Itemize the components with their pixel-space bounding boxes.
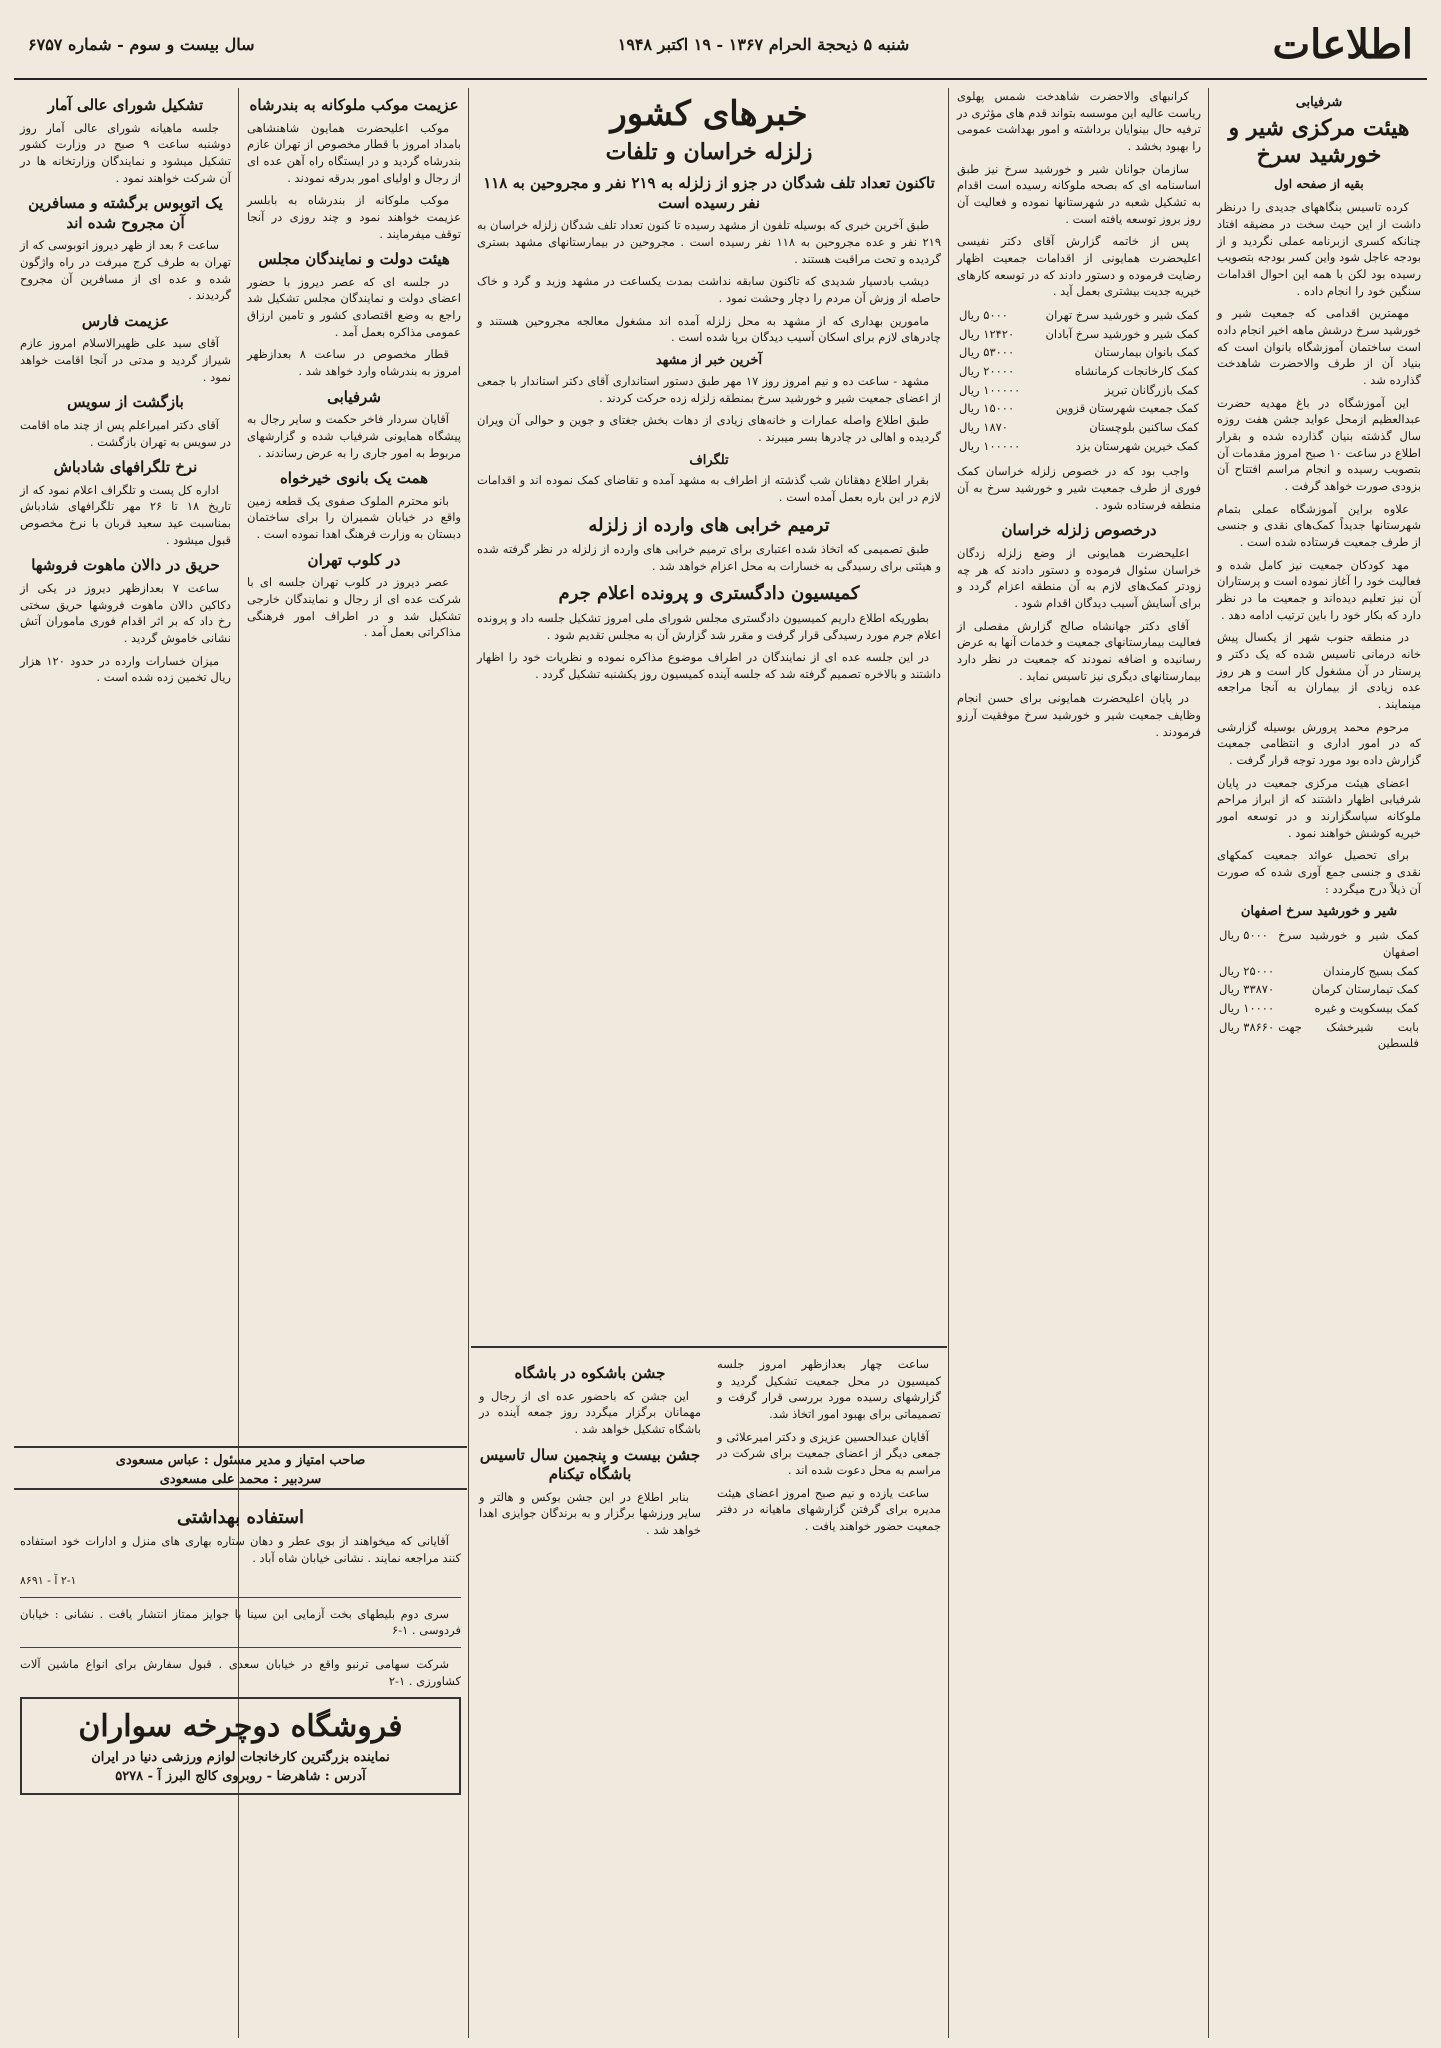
paragraph: مهمترین اقدامی که جمعیت شیر و خورشید سرخ درشش ماهه اخیر انجام داده است ساختمان آموزشگاه بانوان است که بنیاد آن از طرف والاحضرت شاهدخت گذارده شد .: [1217, 306, 1421, 387]
paragraph: اعلیحضرت همایونی از وضع زلزله زدگان خراسان سئوال فرموده و دستور دادند که هر چه زودتر کمک‌های لازم به آن منطقه اعزام گردد و برای آسایش آسیب دیدگان اقدام شود .: [957, 545, 1201, 610]
list-item: کمک خیرین شهرستان یزد ۱۰۰۰۰۰ ریال: [959, 438, 1199, 453]
divider: [471, 1346, 947, 1348]
issue-line: سال بیست و سوم - شماره ۶۷۵۷: [28, 34, 255, 54]
list-item: کمک بیسکویت و غیره ۱۰۰۰۰ ریال: [1219, 1000, 1419, 1015]
publisher-line: صاحب امتیاز و مدیر مسئول : عباس مسعودی: [115, 1453, 366, 1468]
paragraph: بقرار اطلاع دهقانان شب گذشته از اطراف به مشهد آمده و تقاضای کمک نموده اند و اقدامات لازم در این باره بعمل آمده است .: [477, 473, 941, 505]
ad-text: سری دوم بلیطهای بخت آزمایی ابن سینا با جوایز ممتاز انتشار یافت . نشانی : خیابان فردوسی . ۱-۶: [20, 1606, 461, 1638]
paragraph: واجب بود که در خصوص زلزله خراسان کمک فوری از طرف جمعیت شیر و خورشید سرخ به آن منطقه فرستاده شود .: [957, 464, 1201, 512]
column-3: [471, 88, 947, 1348]
list-heading: شیر و خورشید سرخ اصفهان: [1240, 904, 1398, 920]
column-2: [951, 88, 1207, 2038]
paragraph: طبق اطلاع واصله عمارات و خانه‌های زیادی از دهات بخش جغتای و جوین و حوالی آن ویران گردیده و اهالی در چادرها بسر میبرند .: [477, 413, 941, 444]
list-item: کمک تیمارستان کرمان ۳۳۸۷۰ ریال: [1219, 982, 1419, 997]
paragraph: طبق تصمیمی که اتخاذ شده اعتباری برای ترمیم خرابی های وارده از زلزله در نظر گرفته شده و هیئتی برای رسیدگی به خسارات به محل اعزام خواهد شد .: [477, 542, 941, 573]
paragraph: قطار مخصوص در ساعت ۸ بعدازظهر امروز به بندرشاه وارد خواهد شد .: [247, 347, 461, 379]
section-title: خبرهای کشور: [610, 94, 808, 134]
list-item: کمک بسیج کارمندان ۲۵۰۰۰ ریال: [1219, 963, 1419, 978]
paragraph: کرانبهای والاحضرت شاهدخت شمس پهلوی ریاست عالیه این موسسه بتواند قدم های مؤثری در ترفیه حال بینوایان برداشته و امور بهداشت عمومی را بهبود بخشد .: [957, 89, 1201, 154]
section-heading: هیئت دولت و نمایندگان مجلس: [258, 250, 450, 269]
article-kicker: شرفیابی: [1295, 95, 1343, 110]
newspaper-logo: اطلاعات: [1272, 20, 1413, 68]
article-subtitle: بقیه از صفحه اول: [1274, 176, 1364, 191]
list-item: کمک ساکنین بلوچستان ۱۸۷۰ ریال: [959, 420, 1199, 435]
newspaper-page: [14, 10, 1427, 2038]
paragraph: مامورین بهداری که از مشهد به محل زلزله آمده اند مشغول معالجه مجروحین هستند و چادرهای لازم برای اسکان آسیب دیدگان برپا شده است .: [477, 313, 941, 345]
list-item: بابت شیرخشک جهت فلسطین ۳۸۶۶۰ ریال: [1219, 1019, 1419, 1051]
column-5: [14, 88, 237, 1438]
shop-address: آدرس : شاهرضا - روبروی کالج البرز آ - ۵۲۷۸: [115, 1769, 366, 1785]
paragraph: این جشن که باحضور عده ای از رجال و مهمانان برگزار میگردد روز جمعه آینده در باشگاه تشکیل خواهد شد .: [479, 1388, 701, 1436]
paragraph: موکب اعلیحضرت همایون شاهنشاهی بامداد امروز با قطار مخصوص از تهران عازم بندرشاه گردید و در ایستگاه راه آهن عده ای از رجال و اولیای امور بدرقه نمودند .: [247, 120, 461, 185]
paragraph: موکب ملوکانه از بندرشاه به بابلسر عزیمت خواهند نمود و چند روزی در آنجا توقف میفرمایند .: [247, 193, 461, 241]
ad-text: شرکت سهامی ترنبو واقع در خیابان سعدی . قبول سفارش برای انواع ماشین آلات کشاورزی . ۱-۲: [20, 1657, 461, 1688]
shop-subtitle: نماینده بزرگترین کارخانجات لوازم ورزشی دنیا در ایران: [91, 1750, 390, 1766]
paragraph: آقایان سردار فاخر حکمت و سایر رجال به پیشگاه همایونی شرفیاب شده و گزارشهای مربوط به امور جاری را به عرض رساندند .: [247, 412, 461, 460]
list-item: کمک بانوان بیمارستان ۵۳۰۰۰ ریال: [959, 345, 1199, 360]
article-title: عزیمت موکب ملوکانه به بندرشاه: [249, 96, 459, 114]
donation-list: [1217, 926, 1421, 1053]
paragraph: اداره کل پست و تلگراف اعلام نمود که از تاریخ ۱۸ تا ۲۶ مهر تلگرافهای شادباش بمناسبت عید سعید قربان با نرخ مخصوص قبول میشود .: [20, 482, 231, 547]
section-heading: عزیمت فارس: [81, 311, 170, 330]
bicycle-shop-ad: [20, 1697, 461, 1795]
article-title: زلزله خراسان و تلفات: [605, 138, 813, 165]
section-heading: ترمیم خرابی های وارده از زلزله: [588, 514, 830, 536]
article-title: هیئت مرکزی شیر و خورشید سرخ: [1228, 114, 1410, 169]
column-rule: [1208, 88, 1209, 2038]
masthead: [14, 10, 1427, 80]
paragraph: برای تحصیل عوائد جمعیت کمکهای نقدی و جنسی جمع آوری شده که صورت آن ذیلاً درج میگردد :: [1217, 848, 1421, 896]
paragraph: در جلسه ای که عصر دیروز با حضور اعضای دولت و نمایندگان مجلس تشکیل شد راجع به وضع اقتصادی کشور و تامین ارزاق عمومی مذاکره بعمل آمد .: [247, 274, 461, 339]
list-item: کمک شیر و خورشید سرخ تهران ۵۰۰۰ ریال: [959, 308, 1199, 323]
paragraph: آقایان عبدالحسین عزیزی و دکتر امیرعلائی و جمعی دیگر از اعضای جمعیت برای شرکت در مراسم به محل دعوت شده اند .: [717, 1429, 941, 1478]
section-heading: شرفیابی: [327, 387, 381, 406]
article-headline: تاکنون تعداد تلف شدگان در جزو از زلزله به ۲۱۹ نفر و مجروحین به ۱۱۸ نفر رسیده است: [483, 174, 935, 212]
list-item: کمک شیر و خورشید سرخ اصفهان ۵۰۰۰ ریال: [1219, 928, 1419, 959]
paragraph: مرحوم محمد پرورش بوسیله گزارشی که در امور اداری و انتظامی جمعیت گزارش داده بود مورد توجه قرار گرفت .: [1217, 719, 1421, 768]
column-1: [1211, 88, 1427, 2038]
paragraph: پس از خاتمه گزارش آقای دکتر نفیسی اعلیحضرت همایونی از اقدامات جمعیت اظهار رضایت فرموده و دستور دادند که در توسعه کارهای خیریه جدیت بیشتری بعمل آید .: [957, 234, 1201, 299]
paragraph: آقای سید علی ظهیرالاسلام امروز عازم شیراز گردید و مدتی در آنجا اقامت خواهد نمود .: [20, 336, 231, 384]
paragraph: دیشب بادسیار شدیدی که تاکنون سابقه نداشت بمدت یکساعت در مشهد وزید و گرد و خاک حاصله از وزش آن مردم را دچار وحشت نمود .: [477, 274, 941, 305]
paragraph: علاوه براین آموزشگاه عملی بتمام شهرستانها جدیداً کمک‌های نقدی و جنسی از طرف جمعیت فرستاده شده است .: [1217, 501, 1421, 549]
paragraph: میزان خسارات وارده در حدود ۱۲۰ هزار ریال تخمین زده شده است .: [20, 653, 231, 685]
ad-text: آقایانی که میخواهند از بوی عطر و دهان ستاره بهاری های منزل و ادارات خود استفاده کنند مراجعه نمایند . نشانی خیابان شاه آباد .: [20, 1534, 461, 1566]
list-item: کمک جمعیت شهرستان قزوین ۱۵۰۰۰ ریال: [959, 401, 1199, 416]
paragraph: اعضای هیئت مرکزی جمعیت در پایان شرفیابی اظهار داشتند که از ابراز مراحم ملوکانه سپاسگزارند و در توسعه امور خیریه کوشش خواهند نمود .: [1217, 775, 1421, 840]
section-heading: همت یک بانوی خیرخواه: [279, 469, 429, 488]
paragraph: عصر دیروز در کلوب تهران جلسه ای با شرکت عده ای از رجال و نمایندگان خارجی تشکیل شد و در اطراف امور فرهنگی مذاکراتی بعمل آمد .: [247, 575, 461, 640]
section-kicker: آخرین خبر از مشهد: [655, 353, 763, 368]
paragraph: آقای دکتر جهانشاه صالح گزارش مفصلی از فعالیت بیمارستانهای جمعیت و خدمات آنها به عرض رسانیده و اضافه نمودند که جمعیت در نظر دارد بیمارستانهای دیگری نیز تاسیس نماید .: [957, 618, 1201, 683]
column-4: [241, 88, 467, 1438]
section-heading: نرخ تلگرافهای شادباش: [53, 458, 198, 477]
paragraph: بطوریکه اطلاع داریم کمیسیون دادگستری مجلس شورای ملی امروز تشکیل جلسه داد و پرونده اعلام جرم مورد رسیدگی قرار گرفت و مقرر شد گزارش آن به مجلس تقدیم شود .: [477, 610, 941, 642]
shop-title: فروشگاه دوچرخه سواران: [78, 1709, 403, 1745]
section-heading: حریق در دالان ماهوت فروشها: [31, 556, 220, 575]
paragraph: ساعت ۶ بعد از ظهر دیروز اتوبوسی که از تهران به طرف کرج میرفت در راه واژگون شده و عده ای از مسافرین آن مجروح گردیدند .: [20, 238, 231, 303]
list-item: کمک بازرگانان تبریز ۱۰۰۰۰۰ ریال: [959, 382, 1199, 397]
ad-reference: ۲-۱ آ - ۸۶۹۱: [20, 1573, 77, 1587]
sports-news: [473, 1356, 707, 2038]
section-heading: کمیسیون دادگستری و پرونده اعلام جرم: [558, 583, 860, 605]
paragraph: جلسه ماهیانه شورای عالی آمار روز دوشنبه ساعت ۹ صبح در وزارت کشور تشکیل میشود و نمایندگان وزارتخانه ها در آن شرکت خواهند نمود .: [20, 120, 231, 185]
paragraph: در این جلسه عده ای از نمایندگان در اطراف موضوع مذاکره نموده و نظریات خود را اظهار داشتند و بالاخره تصمیم گرفته شد که جلسه آینده کمیسیون روز یکشنبه تشکیل گردد .: [477, 650, 941, 681]
paragraph: در پایان اعلیحضرت همایونی برای حسن انجام وظایف جمعیت شیر و خورشید سرخ موفقیت آرزو فرمودند .: [957, 691, 1201, 739]
paragraph: ساعت ۷ بعدازظهر دیروز در یکی از دکاکین دالان ماهوت فروشها حریق سختی رخ داد که بر اثر اقدام فوری ماموران آتش نشانی خاموش گردید .: [20, 580, 231, 645]
paragraph: آقای دکتر امیراعلم پس از چند ماه اقامت در سویس به تهران بازگشت .: [20, 417, 231, 449]
classifieds: [14, 1498, 467, 2038]
list-item: کمک شیر و خورشید سرخ آبادان ۱۲۴۲۰ ریال: [959, 326, 1199, 341]
divider: [20, 1647, 461, 1648]
society-news: [711, 1356, 947, 2038]
section-heading: تشکیل شورای عالی آمار: [47, 96, 204, 114]
paragraph: در منطقه جنوب شهر از یکسال پیش خانه درمانی تاسیس شده که یک دکتر و پرستار در آن مشغول کار است و هر روز عده زیادی از بیماران به آنجا مراجعه مینمایند .: [1217, 630, 1421, 712]
donation-list: [957, 306, 1201, 455]
paragraph: طبق آخرین خبری که بوسیله تلفون از مشهد رسیده تا کنون تعداد تلف شدگان زلزله خراسان به ۲۱۹ نفر و عده مجروحین به ۱۱۸ نفر رسیده است . مجروحین در بیمارستانهای مشهد بستری گردیده و تحت مراقبت هستند .: [477, 218, 941, 266]
column-rule: [948, 88, 949, 2038]
column-rule: [468, 88, 469, 2038]
date-line: شنبه ۵ ذیحجة الحرام ۱۳۶۷ - ۱۹ اکتبر ۱۹۴۸: [617, 34, 910, 54]
paragraph: ساعت یازده و نیم صبح امروز اعضای هیئت مدیره برای گرفتن گزارشهای ماهیانه در دفتر جمعیت حضور خواهند یافت .: [717, 1485, 941, 1534]
section-heading: بازگشت از سویس: [67, 393, 184, 412]
section-heading: درخصوص زلزله خراسان: [1001, 521, 1157, 540]
paragraph: سازمان جوانان شیر و خورشید سرخ نیز طبق اساسنامه ای که بصحه ملوکانه رسیده است اقدام به تشکیل شعبه در شهرستانها نموده و فعالیت آن روز بروز توسعه یافته است .: [957, 161, 1201, 226]
section-heading: جشن باشکوه در باشگاه: [514, 1364, 666, 1382]
divider: [20, 1597, 461, 1598]
ad-title: استفاده بهداشتی: [176, 1507, 305, 1528]
section-heading: یک اتوبوس برگشته و مسافرین آن مجروح شده اند: [28, 194, 223, 232]
section-heading: جشن بیست و پنجمین سال تاسیس باشگاه تیکنام: [479, 1445, 701, 1484]
publisher-credits: [14, 1446, 467, 1490]
paragraph: بانو محترم الملوک صفوی یک قطعه زمین واقع در خیابان شمیران را برای ساختمان دبستان به وزارت فرهنگ اهدا نموده است .: [247, 493, 461, 542]
paragraph: مهد کودکان جمعیت نیز کامل شده و فعالیت خود را آغاز نموده است و پرستاران آن نیز تعلیم دیده‌اند و جمعیت ما در نظر دارد که بکار خود را باین ترتیب ادامه دهد .: [1217, 557, 1421, 622]
paragraph: کرده تاسیس بنگاههای جدیدی را درنظر داشت از این حیث سخت در مضیقه افتاد چنانکه کسری ازبرنامه عملی نگردید و از بودجه عاجل شود واین کسر بودجه بتصویب رسیده بود لکن با همه این احوال اقدامات سنگین خود را انجام داده .: [1217, 200, 1421, 298]
list-item: کمک کارخانجات کرمانشاه ۲۰۰۰۰ ریال: [959, 364, 1199, 379]
paragraph: ساعت چهار بعدازظهر امروز جلسه کمیسیون در محل جمعیت تشکیل گردید و گزارشهای رسیده مورد بررسی قرار گرفت و تصمیماتی برای بهبود امور اتخاذ شد.: [717, 1357, 941, 1422]
paragraph: مشهد - ساعت ده و نیم امروز روز ۱۷ مهر طبق دستور استانداری آقای دکتر استاندار با جمعی از اعضای جمعیت شیر و خورشید سرخ بمنطقه زلزله زده حرکت کردند .: [477, 373, 941, 405]
section-heading: در کلوب تهران: [307, 550, 401, 569]
paragraph: بنابر اطلاع در این جشن بوکس و هالتر و سایر ورزشها برگزار و به برندگان جوایزی اهدا خواهد شد .: [479, 1489, 701, 1537]
paragraph: این آموزشگاه در باغ مهدیه حضرت عبدالعظیم ازمحل عواید جشن هفت روزه سال گذشته بنیان گذارده شده و بقرار اطلاع در ساعت ۱۰ صبح امروز مقدمات آن بتصویب رسیده و انجام مراسم افتتاح آن بزودی صورت خواهد گرفت .: [1217, 395, 1422, 493]
editor-line: سردبیر : محمد علی مسعودی: [159, 1471, 322, 1487]
section-kicker: تلگراف: [689, 452, 729, 468]
